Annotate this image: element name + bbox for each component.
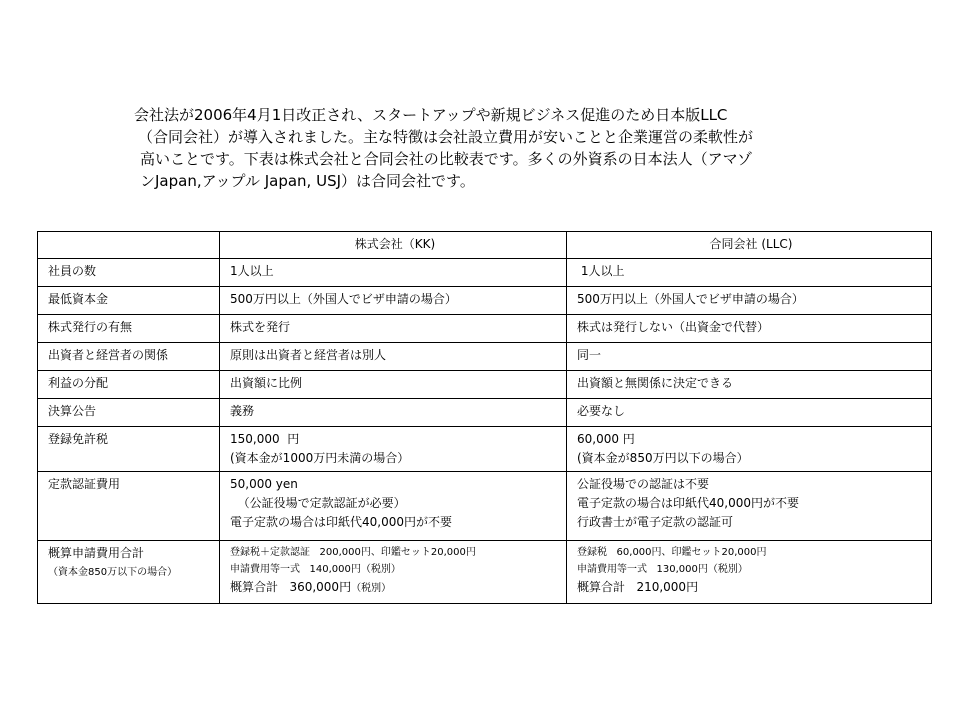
kk-cell: 500万円以上（外国人でビザ申請の場合） (220, 287, 567, 315)
table-row-share-issuance (38, 315, 932, 343)
row-label: 最低資本金 (38, 287, 220, 315)
row-label: 概算申請費用合計 (48, 546, 145, 560)
comparison-table (37, 231, 932, 604)
kk-cell: 出資額に比例 (220, 371, 567, 399)
table-row-notary-fee (38, 472, 932, 541)
llc-cell (567, 541, 932, 604)
row-label: 株式発行の有無 (38, 315, 220, 343)
kk-cell (220, 427, 567, 472)
llc-cell: 1人以上 (567, 259, 932, 287)
table-header-row (38, 232, 932, 259)
kk-fee-line: 電子定款の場合は印紙代40,000円が不要 (230, 515, 452, 529)
llc-fee-line: 電子定款の場合は印紙代40,000円が不要 (577, 496, 799, 510)
llc-fee-line: 公証役場での認証は不要 (577, 477, 710, 491)
kk-total (230, 578, 560, 598)
llc-cell: 同一 (567, 343, 932, 371)
llc-cell (567, 472, 932, 541)
intro-paragraph (134, 104, 874, 192)
llc-amount: 60,000 円 (577, 432, 635, 446)
kk-cell: 義務 (220, 399, 567, 427)
kk-cost-line: 申請費用等一式 140,000円（税別） (230, 564, 401, 575)
table-row-investor-manager (38, 343, 932, 371)
llc-cell (567, 427, 932, 472)
header-cell-kk: 株式会社（KK) (220, 232, 567, 259)
llc-cell: 株式は発行しない（出資金で代替） (567, 315, 932, 343)
llc-cost-line: 申請費用等一式 130,000円（税別） (577, 564, 748, 575)
row-label: 社員の数 (38, 259, 220, 287)
row-label: 定款認証費用 (38, 472, 220, 541)
row-label: 登録免許税 (38, 427, 220, 472)
row-label: 出資者と経営者の関係 (38, 343, 220, 371)
kk-fee-line: （公証役場で定款認証が必要） (230, 496, 406, 510)
kk-cell: 原則は出資者と経営者は別人 (220, 343, 567, 371)
header-cell-llc: 合同会社 (LLC) (567, 232, 932, 259)
row-label-sub: （資本金850万以下の場合） (48, 567, 178, 578)
llc-fee-line: 行政書士が電子定款の認証可 (577, 515, 734, 529)
intro-line: 高いことです。下表は株式会社と合同会社の比較表です。多くの外資系の日本法人（アマゾ (140, 150, 753, 168)
table-row-total-cost (38, 541, 932, 604)
kk-cell (220, 472, 567, 541)
kk-amount: 150,000 円 (230, 432, 300, 446)
table-row-profit-distribution (38, 371, 932, 399)
header-cell-label (38, 232, 220, 259)
intro-line: （合同会社）が導入されました。主な特徴は会社設立費用が安いことと企業運営の柔軟性が (138, 128, 754, 146)
table-row-registration-tax (38, 427, 932, 472)
llc-cell: 出資額と無関係に決定できる (567, 371, 932, 399)
llc-cell: 必要なし (567, 399, 932, 427)
kk-total-note: （税別） (351, 583, 392, 594)
kk-cell: 株式を発行 (220, 315, 567, 343)
intro-line: ンJapan,アップル Japan, USJ）は合同会社です。 (140, 172, 475, 190)
kk-cell (220, 541, 567, 604)
table-row-financial-disclosure (38, 399, 932, 427)
llc-cost-line: 登録税 60,000円、印鑑セット20,000円 (577, 547, 767, 558)
kk-condition: (資本金が1000万円未満の場合） (230, 451, 410, 465)
llc-cell: 500万円以上（外国人でビザ申請の場合） (567, 287, 932, 315)
kk-cost-line: 登録税＋定款認証 200,000円、印鑑セット20,000円 (230, 547, 476, 558)
llc-condition: (資本金が850万円以下の場合） (577, 451, 749, 465)
table-row-min-capital (38, 287, 932, 315)
llc-total (577, 578, 925, 598)
intro-line: 会社法が2006年4月1日改正され、スタートアップや新規ビジネス促進のため日本版LLC (134, 106, 728, 124)
table-row-members (38, 259, 932, 287)
row-label: 決算公告 (38, 399, 220, 427)
row-label-cell (38, 541, 220, 604)
row-label: 利益の分配 (38, 371, 220, 399)
kk-fee-line: 50,000 yen (230, 477, 298, 491)
llc-total-amount: 概算合計 210,000円 (577, 580, 699, 594)
kk-cell: 1人以上 (220, 259, 567, 287)
kk-total-amount: 概算合計 360,000円 (230, 580, 352, 594)
